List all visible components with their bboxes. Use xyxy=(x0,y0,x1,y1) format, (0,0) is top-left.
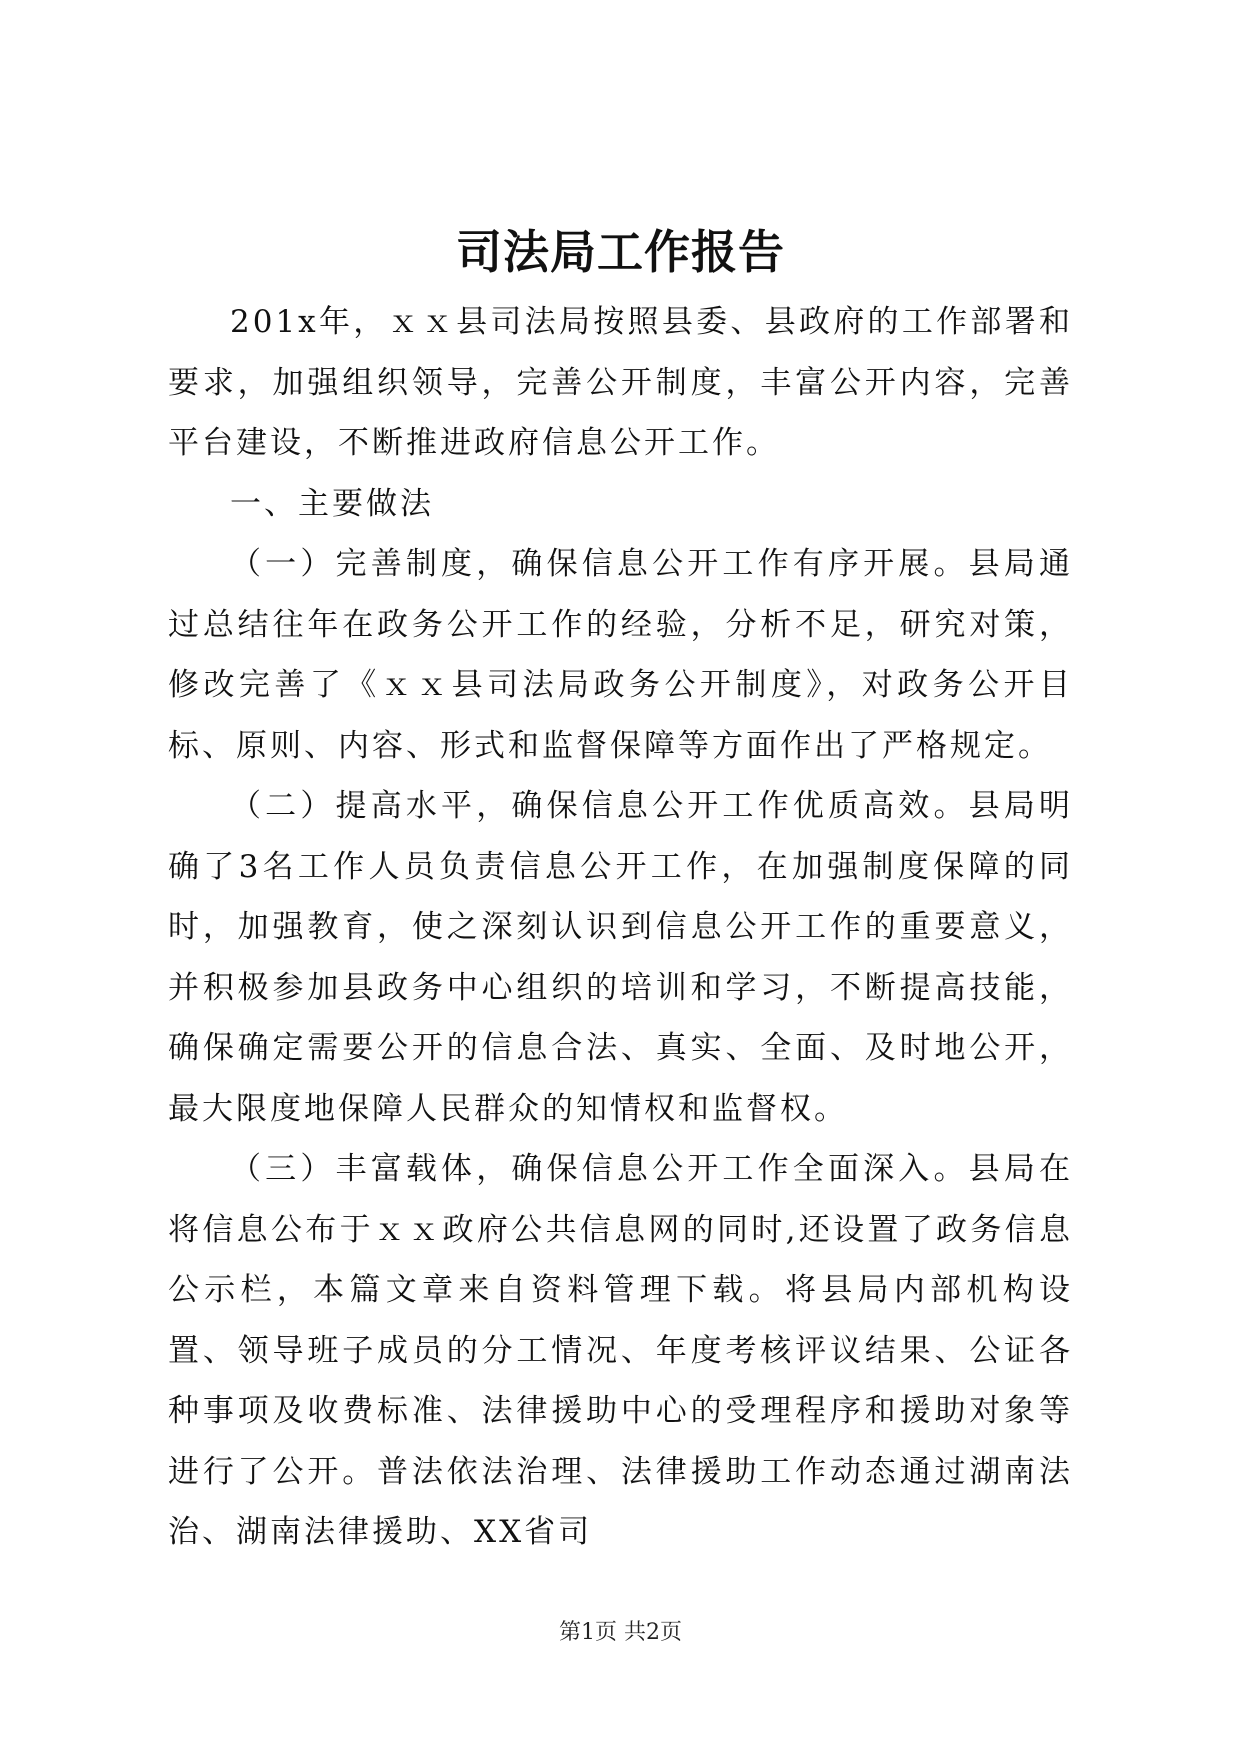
document-body xyxy=(168,292,1073,1563)
paragraph-item-2: （二）提高水平，确保信息公开工作优质高效。县局明确了3名工作人员负责信息公开工作，在加强制度保障的同时，加强教育，使之深刻认识到信息公开工作的重要意义，并积极参加县政务中心组织的培训和学习，不断提高技能，确保确定需要公开的信息合法、真实、全面、及时地公开，最大限度地保障人民群众的知情权和监督权。 xyxy=(168,788,1073,1127)
paragraph-item-3: （三）丰富载体，确保信息公开工作全面深入。县局在将信息公布于ｘｘ政府公共信息网的同时,还设置了政务信息公示栏，本篇文章来自资料管理下载。将县局内部机构设置、领导班子成员的分工情况、年度考核评议结果、公证各种事项及收费标准、法律援助中心的受理程序和援助对象等进行了公开。普法依法治理、法律援助工作动态通过湖南法治、湖南法律援助、XX省司 xyxy=(168,1151,1073,1550)
page-title: 司法局工作报告 xyxy=(456,225,785,279)
page-footer: 第1页 共2页 xyxy=(559,1620,682,1645)
section-heading-main-practices: 一、主要做法 xyxy=(230,485,434,522)
paragraph-intro: 201x年，ｘｘ县司法局按照县委、县政府的工作部署和要求，加强组织领导，完善公开制度，丰富公开内容，完善平台建设，不断推进政府信息公开工作。 xyxy=(168,304,1073,461)
paragraph-item-1: （一）完善制度，确保信息公开工作有序开展。县局通过总结往年在政务公开工作的经验，分析不足，研究对策，修改完善了《ｘｘ县司法局政务公开制度》，对政务公开目标、原则、内容、形式和监督保障等方面作出了严格规定。 xyxy=(168,546,1073,764)
